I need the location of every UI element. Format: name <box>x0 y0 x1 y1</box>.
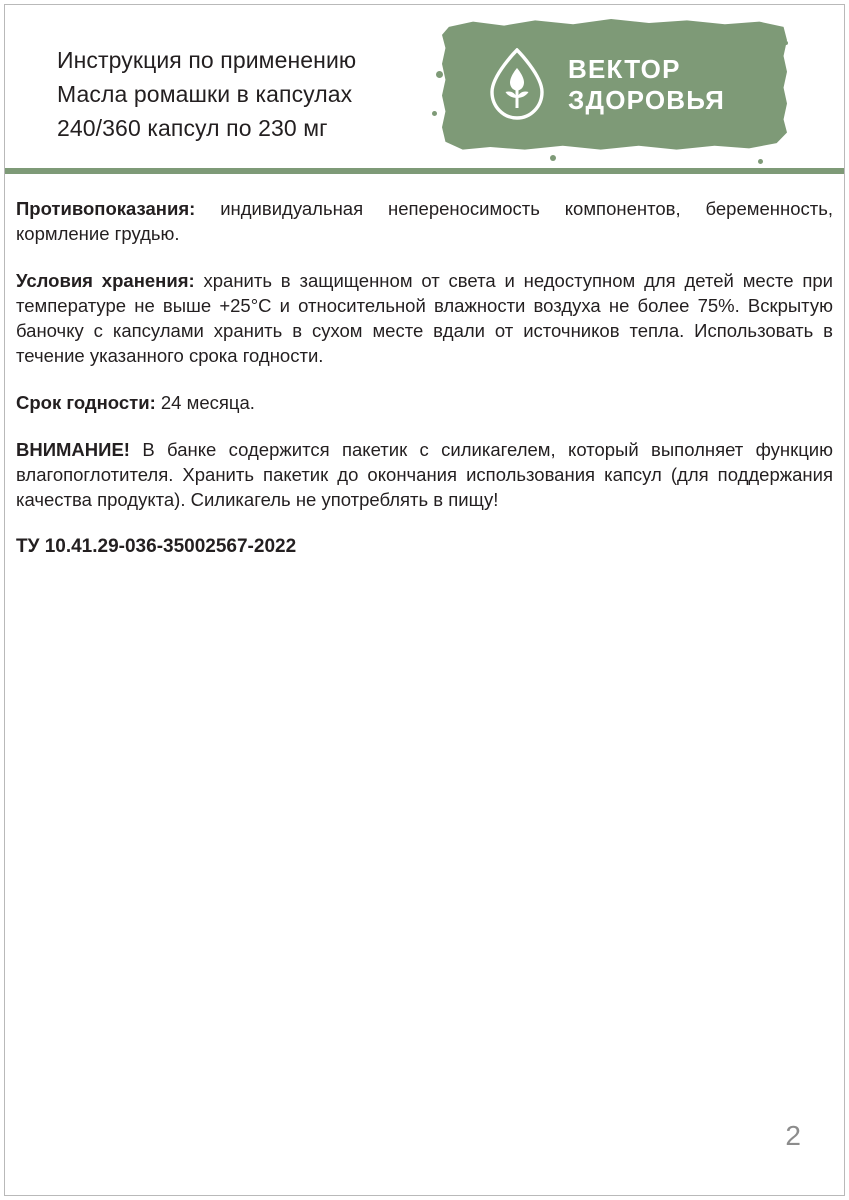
logo-wordmark <box>568 54 725 116</box>
brand-logo <box>442 19 787 151</box>
section-attention-lead: ВНИМАНИЕ! <box>16 439 130 460</box>
logo-speck-2 <box>432 111 437 116</box>
document-body <box>12 196 837 559</box>
section-storage <box>16 268 833 368</box>
section-contraindications <box>16 196 833 246</box>
section-attention-text: В банке содержится пакетик с силикагелем, который выполняет функцию влагопоглотителя. Хранить пакетик до окончания использования капсул (для поддержания качества продукта). Силикагель не употреблять в пищу! <box>16 439 833 510</box>
document-header <box>5 5 844 165</box>
section-storage-text: хранить в защищенном от света и недоступном для детей месте при температуре не выше +25°С и относительной влажности воздуха не более 75%. Вскрытую баночку с капсулами хранить в сухом месте вдали от источников тепла. Использовать в течение указанного срока годности. <box>16 270 833 366</box>
section-contraindications-text: индивидуальная непереносимость компонентов, беременность, кормление грудью. <box>16 198 833 244</box>
section-attention <box>16 437 833 512</box>
header-title-block <box>5 5 425 145</box>
logo-speck-4 <box>758 159 763 164</box>
section-shelf-life-text: 24 месяца. <box>155 392 255 413</box>
section-contraindications-lead: Противопоказания: <box>16 198 196 219</box>
droplet-leaf-logo-icon <box>486 48 548 122</box>
logo-wordmark-line-1: ВЕКТОР <box>568 54 681 84</box>
page-title-line-2: Масла ромашки в капсулах <box>57 81 353 107</box>
logo-content <box>442 19 787 151</box>
section-shelf-life-lead: Срок годности: <box>16 392 156 413</box>
page-number: 2 <box>785 1120 801 1151</box>
section-storage-lead: Условия хранения: <box>16 270 195 291</box>
page-title-line-1: Инструкция по применению <box>57 47 357 73</box>
section-shelf-life <box>16 390 833 415</box>
page-border <box>4 4 845 1196</box>
logo-speck-3 <box>550 155 556 161</box>
page-title-line-3: 240/360 капсул по 230 мг <box>57 115 328 141</box>
logo-wordmark-line-2: ЗДОРОВЬЯ <box>568 85 726 115</box>
tu-code: ТУ 10.41.29-036-35002567-2022 <box>16 536 297 557</box>
header-divider <box>5 168 844 174</box>
